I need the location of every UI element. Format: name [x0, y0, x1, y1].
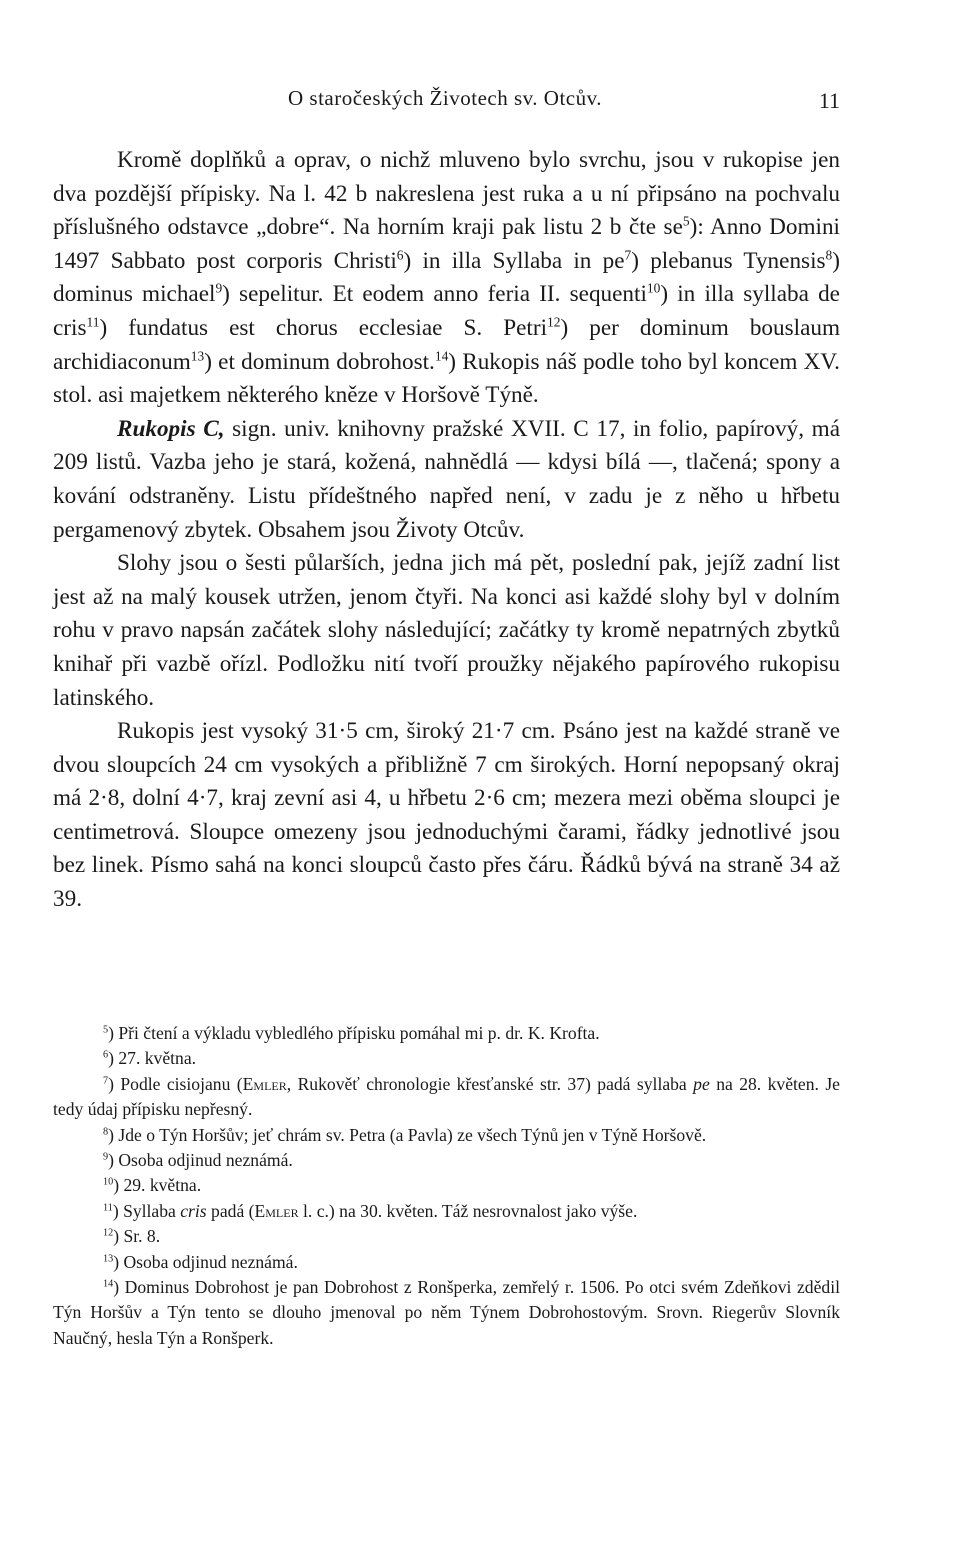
footnote-ref-5: 5 [682, 213, 690, 229]
paragraph-manuscript-c: Rukopis C, sign. univ. knihovny pražské XVII. C 17, in folio, papírový, má 209 listů. Vazba jeho je stará, kožená, nahnědlá — kdysi bílá —, tlačená; spony a kování odstraněny. Listu přídeštného napřed není, v zadu je z něho u hřbetu pergamenový zbytek. Obsahem jsou Životy Otcův. [53, 415, 841, 543]
page-number: 11 [818, 88, 840, 113]
footnote-8: $^8$) Jde o Týn Horšův; jeť chrám sv. Petra (a Pavla) ze všech Týnů jen v Týně Horšově. [103, 1124, 707, 1145]
footnote-ref-6: 6 [396, 247, 404, 263]
footnote-11: $^{11}$) Syllaba cris padá (Emler l. c.) na 30. květen. Táž nesrovnalost jako výše. [103, 1200, 638, 1221]
body-text [53, 144, 840, 917]
manuscript-c-heading: Rukopis C, [117, 415, 225, 442]
footnote-10: $^{10}$) 29. května. [103, 1175, 202, 1196]
footnote-ref-8: 8 [825, 247, 833, 263]
footnote-6: $^6$) 27. května. [103, 1048, 197, 1069]
page-header [50, 86, 840, 116]
footnote-ref-12: 12 [547, 314, 561, 330]
footnote-5: $^5$) Při čtení a výkladu vybledlého přípisku pomáhal mi p. dr. K. Krofta. [103, 1023, 600, 1043]
footnote-14: $^{14}$) Dominus Dobrohost je pan Dobrohost z Ronšperka, zemřelý r. 1506. Po otci svém Zdeňkovi zdědil Týn Horšův a Týn tento se dlouho jmenoval po něm Týnem Dobrohostovým. Srovn. Riegerův Slovník Naučný, hesla Týn a Ronšperk. [53, 1277, 840, 1348]
footnote-ref-10: 10 [646, 281, 661, 297]
footnote-12: $^{12}$) Sr. 8. [103, 1226, 161, 1247]
footnote-ref-13: 13 [190, 348, 205, 364]
footnote-7: $^7$) Podle cisiojanu (Emler, Rukověť chronologie křesťanské str. 37) padá syllaba pe na 28. květen. Je tedy údaj přípisku nepřesný. [53, 1073, 840, 1120]
footnote-13: $^{13}$) Osoba odjinud neznámá. [103, 1251, 298, 1272]
running-title: O staročeských Životech sv. Otcův. [287, 86, 603, 110]
footnotes [53, 1021, 840, 1351]
footnote-ref-14: 14 [434, 348, 449, 364]
footnote-ref-9: 9 [215, 281, 223, 297]
footnote-9: $^9$) Osoba odjinud neznámá. [103, 1150, 293, 1171]
paragraph-dimensions: Rukopis jest vysoký 31·5 cm, široký 21·7 cm. Psáno jest na každé straně ve dvou sloupcích 24 cm vysokých a přibližně 7 cm širokých. Horní nepopsaný okraj má 2·8, dolní 4·7, kraj zevní asi 4, u hřbetu 2·6 cm; mezera mezi oběma sloupci je centimetrová. Sloupce omezeny jsou jednoduchými čarami, řádky jednotlivé jsou bez linek. Písmo sahá na konci sloupců často přes čáru. Řádků bývá na straně 34 až 39. [53, 718, 840, 913]
footnote-ref-7: 7 [624, 247, 632, 263]
footnote-ref-11: 11 [86, 314, 100, 330]
paragraph-additions: Kromě doplňků a oprav, o nichž mluveno bylo svrchu, jsou v rukopise jen dva pozdější přípisky. Na l. 42 b nakreslena jest ruka a u ní připsáno na pochvalu příslušného odstavce „dobre“. Na horním kraji pak listu 2 b čte $se^5$): Anno Domini 1497 Sabbato post corporis Christi$^6$) in illa Syllaba in $pe^7$) plebanus Tynensis$^8$) dominus michael$^9$) sepelitur. Et eodem anno feria II. sequenti$^{10}$) in illa syllaba de cris$^{11}$) fundatus est chorus ecclesiae S. Petri$^{12}$) per dominum bouslaum archidiaconum$^{13}$) et dominum dobrohost.$^{14}$) Rukopis náš podle toho byl koncem XV. stol. asi majetkem některého kněze v Horšově Týně. [53, 147, 841, 409]
paragraph-quires: Slohy jsou o šesti půlarších, jedna jich má pět, poslední pak, jejíž zadní list jest až na malý kousek utržen, jenom čtyři. Na konci asi každé slohy byl v dolním rohu v pravo napsán začátek slohy následující; začátky ty kromě nepatrných zbytků knihař při vazbě ořízl. Podložku nití tvoří proužky nějakého papírového rukopisu latinského. [53, 550, 840, 711]
